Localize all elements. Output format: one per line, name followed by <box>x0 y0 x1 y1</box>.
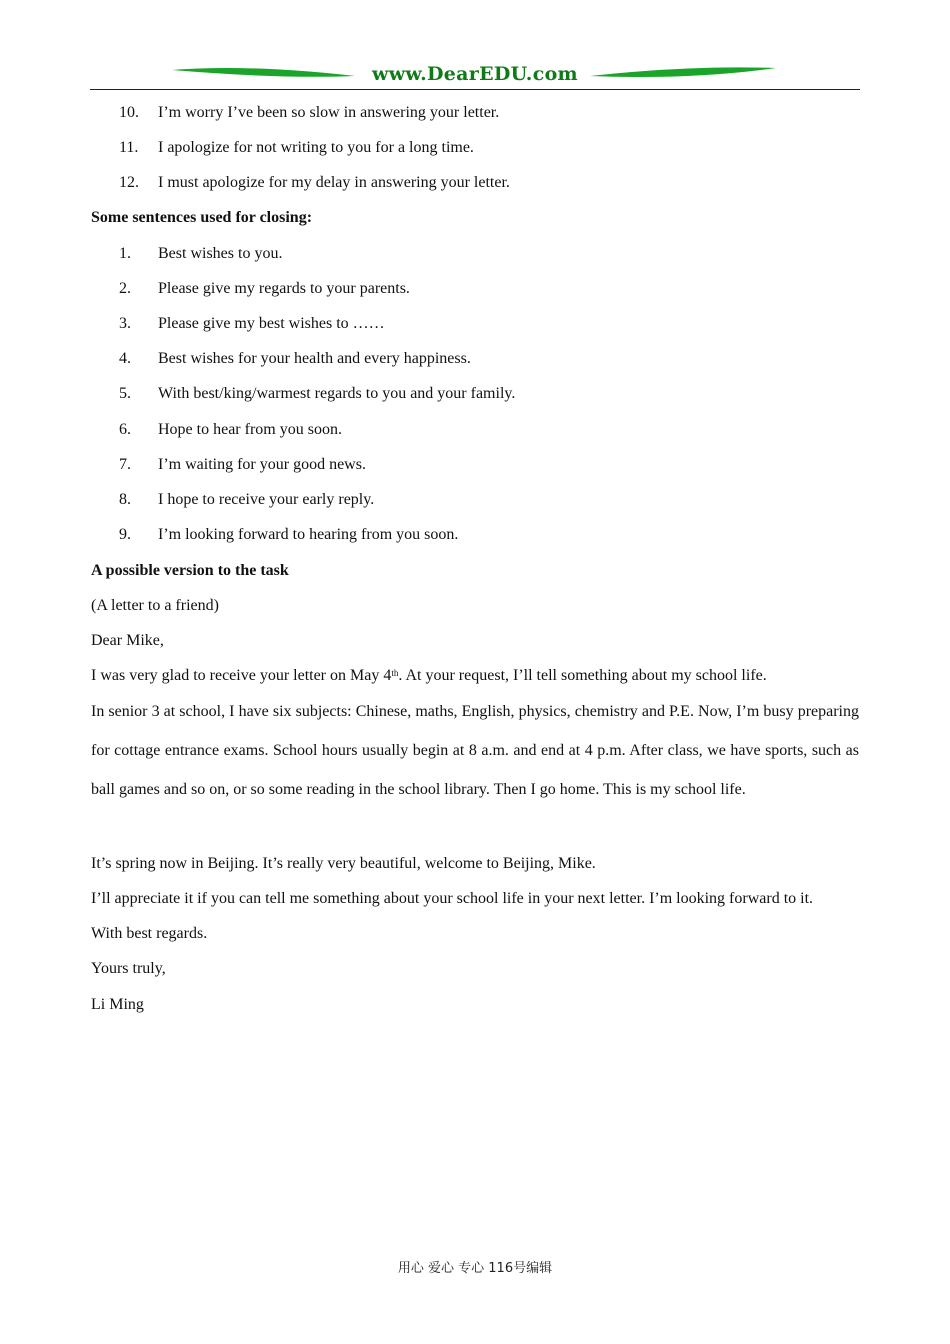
list-text: I apologize for not writing to you for a long time. <box>158 139 474 156</box>
page-header <box>90 62 860 90</box>
letter-signature: Li Ming <box>91 996 144 1013</box>
letter-greeting: Dear Mike, <box>91 632 164 649</box>
list-text: Best wishes for your health and every happiness. <box>158 350 471 367</box>
ordinal-suffix: th <box>391 668 399 678</box>
letter-paragraph-4: I’ll appreciate it if you can tell me something about your school life in your next letter. I’m looking forward to it. <box>91 890 814 907</box>
list-number: 10. <box>119 104 139 121</box>
list-number: 5. <box>119 385 131 402</box>
list-number: 1. <box>119 245 131 262</box>
letter-subtitle: (A letter to a friend) <box>91 597 219 614</box>
list-text: I’m worry I’ve been so slow in answering your letter. <box>158 104 500 121</box>
logo-text: www.DearEDU.com <box>372 63 578 85</box>
letter-paragraph-5: With best regards. <box>91 925 208 942</box>
list-number: 12. <box>119 174 139 191</box>
letter-closing: Yours truly, <box>91 960 166 977</box>
page-footer: 用心 爱心 专心 116号编辑 <box>397 1261 553 1276</box>
list-number: 6. <box>119 421 131 438</box>
list-text: Please give my regards to your parents. <box>158 280 410 297</box>
list-text: I’m waiting for your good news. <box>158 456 366 473</box>
letter-paragraph-2: In senior 3 at school, I have six subjects: Chinese, maths, English, physics, chemistry and P.E. Now, I’m busy preparing for cottage entrance exams. School hours usually begin at 8 a.m. and end at 4 p.m. After class, we have sports, such as ball games and so on, or so some reading in the school library. Then I go home. This is my school life. <box>91 703 859 798</box>
header-divider <box>90 89 860 90</box>
list-text: Best wishes to you. <box>158 245 283 262</box>
list-number: 7. <box>119 456 131 473</box>
list-text: I hope to receive your early reply. <box>158 491 375 508</box>
list-number: 4. <box>119 350 131 367</box>
list-number: 2. <box>119 280 131 297</box>
paragraph-text: . At your request, I’ll tell something about my school life. <box>398 667 767 684</box>
list-text: I must apologize for my delay in answering your letter. <box>158 174 510 191</box>
dearedu-logo <box>170 62 780 88</box>
closing-heading: Some sentences used for closing: <box>91 209 313 226</box>
letter-paragraph-3: It’s spring now in Beijing. It’s really very beautiful, welcome to Beijing, Mike. <box>91 855 596 872</box>
list-text: Please give my best wishes to …… <box>158 315 385 332</box>
list-number: 11. <box>119 139 139 156</box>
list-text: I’m looking forward to hearing from you soon. <box>158 526 459 543</box>
paragraph-text: I was very glad to receive your letter on May 4 <box>91 667 392 684</box>
letter-paragraph-1 <box>91 665 767 687</box>
list-text: With best/king/warmest regards to you and your family. <box>158 385 516 402</box>
list-number: 9. <box>119 526 131 543</box>
list-text: Hope to hear from you soon. <box>158 421 342 438</box>
list-number: 8. <box>119 491 131 508</box>
list-number: 3. <box>119 315 131 332</box>
version-heading: A possible version to the task <box>91 562 289 579</box>
